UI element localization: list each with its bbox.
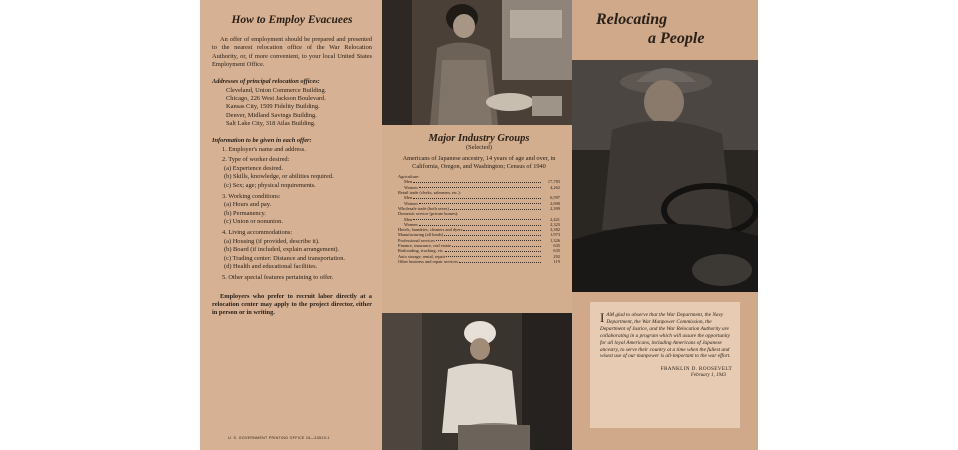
industry-value: 635 xyxy=(553,248,560,254)
leader-dots xyxy=(459,259,541,263)
left-panel xyxy=(200,0,382,450)
leader-dots xyxy=(450,206,541,210)
farmer-tractor-illustration xyxy=(572,60,758,292)
farmer-tractor-photo xyxy=(572,60,758,292)
info-subitem: (c) Trading center: Distance and transportation. xyxy=(224,254,346,262)
info-item: 2. Type of worker desired: xyxy=(222,156,290,164)
industry-value: 1,973 xyxy=(550,232,560,238)
industry-label: Agriculture: xyxy=(398,174,420,180)
industry-label: Finance, insurance, real estate xyxy=(398,243,451,249)
industry-value: 2,690 xyxy=(550,200,560,206)
offices-list xyxy=(212,87,372,129)
industry-value: 2,323 xyxy=(550,221,560,227)
info-subitem: (d) Health and educational facilities. xyxy=(224,263,318,271)
roosevelt-quote-box xyxy=(590,302,740,428)
leader-dots xyxy=(413,195,541,199)
info-list xyxy=(212,146,372,283)
industry-label: Professional services xyxy=(398,237,435,243)
industry-label: Railroading, trucking, etc. xyxy=(398,248,444,254)
leader-dots xyxy=(444,232,541,236)
middle-panel xyxy=(382,0,572,450)
industry-label: Women xyxy=(404,184,418,190)
industry-label: Hotels, laundries, cleaners and dyers xyxy=(398,227,463,233)
industry-table-title: Major Industry Groups xyxy=(428,133,530,144)
industry-label: Manufacturing (all kinds) xyxy=(398,232,444,238)
woman-cooking-illustration xyxy=(382,0,572,125)
leader-dots xyxy=(413,179,541,183)
quote-text: AM glad to observe that the War Department, the Navy Department, the War Manpower Commission, the Department of Justice, and the War Relocation Authority are collaborating in a program which will assure the opportunity for all loyal Americans, including Americans of Japanese ancestry, to serve their country at a time when the fullest and wisest use of our manpower is all-important to the war effort. xyxy=(600,312,731,360)
industry-value: 6,597 xyxy=(550,195,560,201)
industry-label: Men xyxy=(404,179,413,185)
industry-table xyxy=(398,174,560,264)
industry-label: Other business and repair services xyxy=(398,258,458,264)
industry-table-section xyxy=(382,125,572,313)
industry-value: 4,262 xyxy=(550,184,560,190)
info-subitem: (b) Board (if included, explain arrangement). xyxy=(224,246,340,254)
cover-title-line1: Relocating xyxy=(596,11,668,28)
leader-dots xyxy=(413,217,541,221)
quote-dropcap: I xyxy=(600,310,605,325)
offices-heading: Addresses of principal relocation offices: xyxy=(212,77,320,85)
info-heading: Information to be given in each offer: xyxy=(212,136,312,144)
roosevelt-quote xyxy=(600,312,732,360)
info-item: 3. Working conditions: xyxy=(222,192,281,200)
info-subitem: (c) Union or nonunion. xyxy=(224,218,283,226)
industry-table-row xyxy=(398,259,560,264)
office-address: Salt Lake City, 318 Atlas Building. xyxy=(226,120,316,128)
closing-paragraph: Employers who prefer to recruit labor directly at a relocation center may apply to the project director, either in person or in writing. xyxy=(212,292,372,317)
industry-table-subtitle: (Selected) xyxy=(466,144,492,151)
office-address: Chicago, 226 West Jackson Boulevard. xyxy=(226,95,326,103)
employment-intro: An offer of employment should be prepared and presented to the nearest relocation office of the War Relocation Authority, or, if more convenient, to your local United States Employment Office. xyxy=(212,36,372,69)
leader-dots xyxy=(452,243,541,247)
industry-value: 119 xyxy=(553,258,560,264)
cover-title-line2: a People xyxy=(648,30,705,47)
leader-dots xyxy=(436,238,541,242)
leader-dots xyxy=(463,227,541,231)
quote-date: February 1, 1943 xyxy=(690,373,726,379)
industry-label: Retail trade (clerks, salesmen, etc.): xyxy=(398,190,461,196)
info-subitem: (c) Sex; age; physical requirements. xyxy=(224,182,316,190)
info-item: 4. Living accommodations: xyxy=(222,229,293,236)
chef-illustration xyxy=(382,313,572,450)
industry-label: Men xyxy=(404,195,413,201)
leader-dots xyxy=(419,201,541,205)
industry-label: Men xyxy=(404,216,413,222)
industry-label: Women xyxy=(404,200,418,206)
info-subitem: (a) Hours and pay. xyxy=(224,201,272,209)
info-item: 5. Other special features pertaining to offer. xyxy=(222,273,334,281)
industry-label: Women xyxy=(404,221,418,227)
industry-value: 2,399 xyxy=(550,205,560,211)
leader-dots xyxy=(445,248,541,252)
leader-dots xyxy=(419,222,541,226)
office-address: Kansas City, 1509 Fidelity Building. xyxy=(226,103,320,111)
industry-value: 292 xyxy=(553,253,560,259)
info-subitem: (b) Permanency. xyxy=(224,209,266,217)
woman-cooking-photo xyxy=(382,0,572,125)
office-address: Denver, Midland Savings Building. xyxy=(226,111,317,119)
right-panel xyxy=(572,0,758,450)
info-item: 1. Employer's name and address. xyxy=(222,145,306,153)
info-subitem: (a) Housing (if provided, describe it). xyxy=(224,237,320,245)
industry-label: Domestic service (private homes): xyxy=(398,211,459,217)
info-subitem: (a) Experience desired. xyxy=(224,164,284,172)
info-subitem: (b) Skills, knowledge, or abilities required. xyxy=(224,173,334,181)
industry-label: Auto storage, rental, repair xyxy=(398,253,446,259)
industry-value: 1,326 xyxy=(550,237,560,243)
industry-value: 3,382 xyxy=(550,227,560,233)
chef-photo xyxy=(382,313,572,450)
industry-value: 17,783 xyxy=(547,179,560,185)
industry-value: 2,421 xyxy=(550,216,560,222)
office-address: Cleveland, Union Commerce Building. xyxy=(226,86,327,94)
printer-line: U. S. GOVERNMENT PRINTING OFFICE 16—33519-1 xyxy=(228,436,330,440)
cover-title xyxy=(596,10,704,48)
quote-signature: FRANKLIN D. ROOSEVELT xyxy=(660,366,732,373)
left-panel-title: How to Employ Evacuees xyxy=(231,14,353,26)
leader-dots xyxy=(446,254,541,258)
leader-dots xyxy=(419,185,541,189)
industry-value: 635 xyxy=(553,243,560,249)
industry-label: Wholesale trade (both sexes) xyxy=(398,205,449,211)
industry-table-intro: Americans of Japanese ancestry, 14 years of age and over, in California, Oregon, and Washington; Census of 1940 xyxy=(402,155,556,170)
